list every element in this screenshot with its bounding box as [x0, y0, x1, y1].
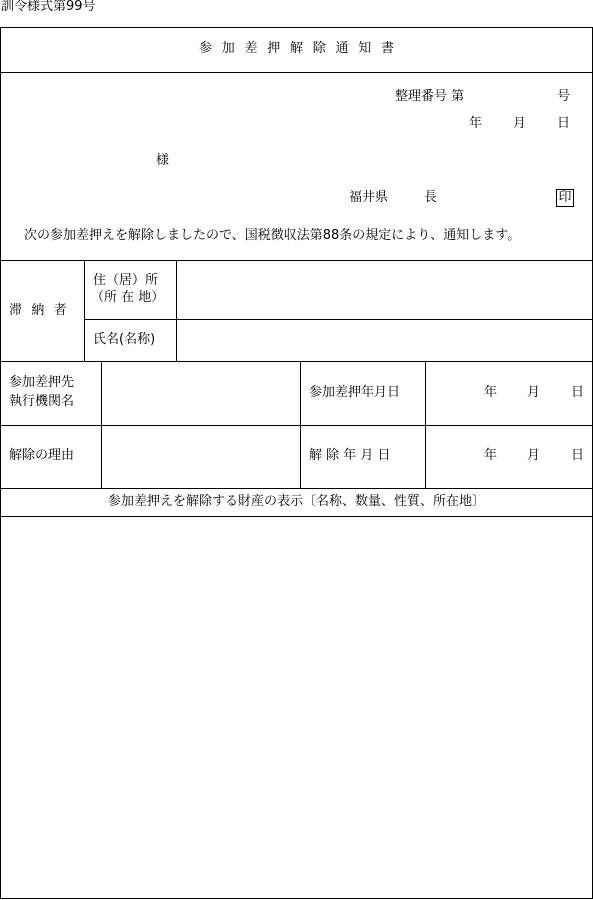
property-header-bottom-line: [0, 516, 593, 517]
agency-bottom-line: [0, 425, 593, 426]
date-label-right-divider: [425, 361, 426, 488]
header-bottom-line: [0, 260, 593, 261]
agency-label-line1: 参加差押先: [9, 375, 75, 390]
issuer-title: 長: [424, 190, 438, 205]
property-header: 参加差押えを解除する財産の表示〔名称、数量、性質、所在地〕: [107, 494, 485, 509]
release-date-label: 解 除 年 月 日: [309, 448, 391, 463]
release-date-day: 日: [571, 448, 585, 463]
frame-bottom-line: [0, 898, 593, 899]
taxpayer-mid-line: [84, 319, 593, 320]
taxpayer-label-divider: [84, 260, 85, 361]
frame-top-line: [0, 27, 593, 28]
date-label-left-divider: [300, 361, 301, 488]
issue-date-day: 日: [557, 116, 571, 131]
reference-suffix: 号: [557, 89, 571, 104]
release-reason-label: 解除の理由: [9, 448, 75, 463]
release-date-month: 月: [527, 448, 541, 463]
reference-label: 整理番号 第: [395, 89, 465, 104]
title-bottom-line: [0, 72, 593, 73]
address-label-line2: （所 在 地）: [91, 290, 165, 305]
release-date-year: 年: [484, 448, 498, 463]
participation-date-day: 日: [571, 385, 585, 400]
taxpayer-section-label: 滞 納 者: [9, 303, 70, 318]
issue-date-year: 年: [469, 116, 483, 131]
taxpayer-bottom-line: [0, 361, 593, 362]
participation-date-year: 年: [484, 385, 498, 400]
agency-label-line2: 執行機関名: [9, 394, 75, 409]
participation-date-month: 月: [527, 385, 541, 400]
name-label: 氏名(名称): [93, 332, 156, 347]
frame-left-line: [0, 27, 1, 899]
release-bottom-line: [0, 488, 593, 489]
participation-date-label: 参加差押年月日: [309, 385, 401, 400]
notice-body: 次の参加差押えを解除しましたので、国税徴収法第88条の規定により、通知します。: [24, 228, 521, 243]
issue-date-month: 月: [513, 116, 527, 131]
address-label-line1: 住（居）所: [93, 273, 159, 288]
seal-mark: 印: [556, 189, 574, 207]
taxpayer-value-divider: [176, 260, 177, 361]
addressee-suffix: 様: [156, 153, 170, 168]
document-title: 参加差押解除通知書: [198, 41, 404, 56]
agency-label-divider: [101, 361, 102, 488]
issuer-prefecture: 福井県: [349, 190, 389, 205]
form-number: 訓令様式第99号: [1, 0, 96, 14]
